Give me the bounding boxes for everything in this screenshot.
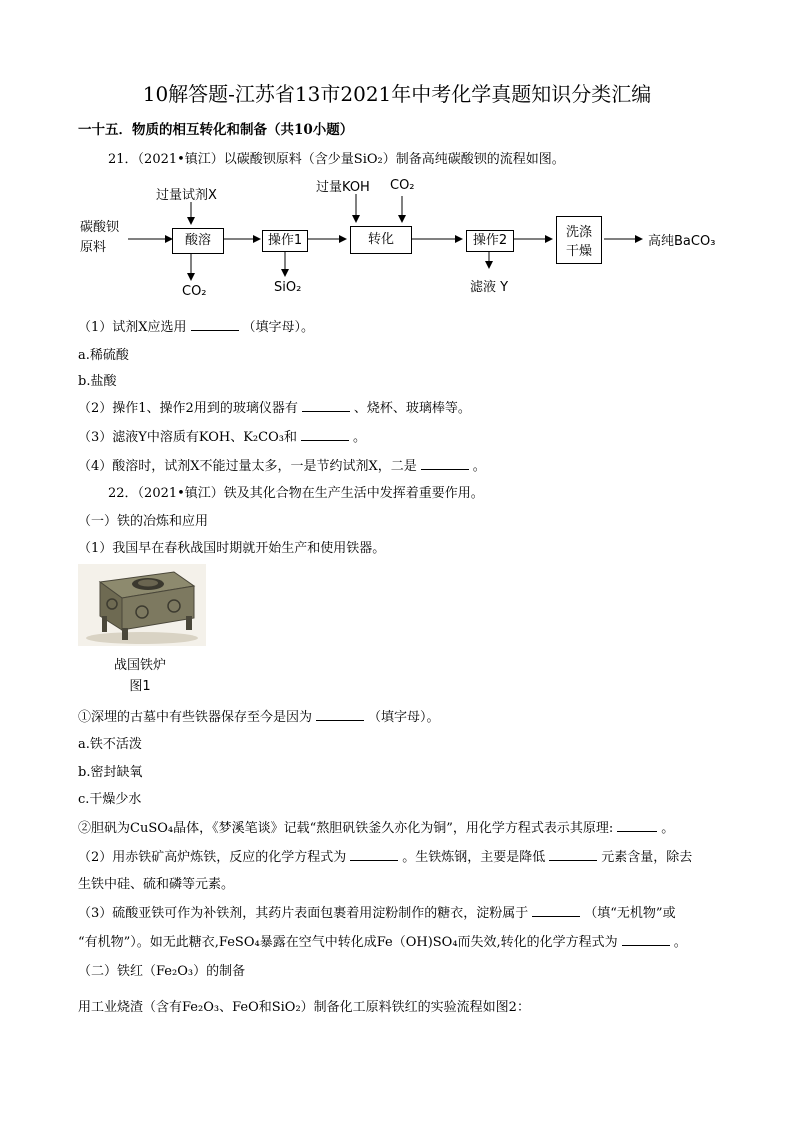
q21-part3: （3）滤液Y中溶质有KOH、K₂CO₃和 。 — [78, 430, 366, 445]
q22-option-a: a.铁不活泼 — [78, 737, 142, 752]
step-operation-1: 操作1 — [262, 230, 308, 252]
answer-blank — [301, 429, 349, 441]
iron-stove-image — [78, 564, 206, 646]
section-heading: 一十五．物质的相互转化和制备（共10小题） — [78, 122, 354, 138]
answer-blank — [316, 709, 364, 721]
filtrate-y-label: 滤液 Y — [470, 280, 509, 295]
q21-option-b: b.盐酸 — [78, 374, 117, 389]
q22-option-b: b.密封缺氧 — [78, 765, 143, 780]
q21-option-a: a.稀硫酸 — [78, 348, 129, 363]
answer-blank — [549, 849, 597, 861]
reagent-koh-label: 过量KOH — [316, 180, 370, 195]
figure-caption: 战国铁炉 — [113, 658, 166, 673]
q22-option-c: c.干燥少水 — [78, 792, 142, 807]
q22-c1: ①深埋的古墓中有些铁器保存至今是因为 （填字母）。 — [78, 710, 440, 725]
step-dry-label: 干燥 — [565, 244, 592, 259]
reagent-x-label: 过量试剂X — [156, 188, 217, 203]
q22-s1: （1）我国早在春秋战国时期就开始生产和使用铁器。 — [78, 541, 386, 556]
answer-blank — [302, 400, 350, 412]
q22-s3-cont: “有机物”）。如无此糖衣,FeSO₄暴露在空气中转化成Fe（OH)SO₄而失效,转化的化学方程式为 。 — [78, 935, 687, 950]
q22-c2: ②胆矾为CuSO₄晶体，《梦溪笔谈》记载“熬胆矾铁釜久亦化为铜”，用化学方程式表示其原理: 。 — [78, 821, 675, 836]
q22-part1-heading: （一）铁的冶炼和应用 — [78, 514, 209, 529]
q22-stem: 22．（2021•镇江）铁及其化合物在生产生活中发挥着重要作用。 — [108, 486, 484, 501]
step-conversion: 转化 — [350, 226, 412, 254]
q22-s2: （2）用赤铁矿高炉炼铁，反应的化学方程式为 。生铁炼钢，主要是降低 元素含量，除去 — [78, 850, 693, 865]
raw-material-label-2: 原料 — [80, 240, 107, 255]
answer-blank — [350, 849, 398, 861]
reagent-co2-label: CO₂ — [390, 178, 415, 193]
raw-material-label-1: 碳酸钡 — [80, 220, 120, 235]
step-acid-dissolve: 酸溶 — [172, 228, 224, 254]
answer-blank — [532, 905, 580, 917]
answer-blank — [191, 319, 239, 331]
q22-s3: （3）硫酸亚铁可作为补铁剂，其药片表面包裹着用淀粉制作的糖衣，淀粉属于 （填“无机物”或 — [78, 906, 676, 921]
q22-s2-cont: 生铁中硅、硫和磷等元素。 — [78, 877, 235, 892]
step-wash-dry — [556, 216, 602, 264]
flow-diagram-baco3 — [76, 176, 726, 306]
output-sio2-label: SiO₂ — [274, 280, 302, 295]
product-label: 高纯BaCO₃ — [648, 234, 716, 249]
page-title: 10解答题-江苏省13市2021年中考化学真题知识分类汇编 — [142, 82, 652, 106]
figure-label: 图1 — [129, 679, 151, 694]
answer-blank — [421, 458, 469, 470]
output-co2-label: CO₂ — [182, 284, 207, 299]
q21-stem: 21．（2021•镇江）以碳酸钡原料（含少量SiO₂）制备高纯碳酸钡的流程如图。 — [108, 152, 565, 167]
answer-blank — [617, 820, 657, 832]
step-operation-2: 操作2 — [466, 230, 514, 252]
q21-part2: （2）操作1、操作2用到的玻璃仪器有 、烧杯、玻璃棒等。 — [78, 401, 471, 416]
q21-part1: （1）试剂X应选用 （填字母）。 — [78, 320, 315, 335]
answer-blank — [622, 934, 670, 946]
q22-part2-heading: （二）铁红（Fe₂O₃）的制备 — [78, 964, 246, 979]
step-wash-label: 洗涤 — [565, 225, 592, 240]
q21-part4: （4）酸溶时，试剂X不能过量太多，一是节约试剂X，二是 。 — [78, 459, 486, 474]
q22-s4: 用工业烧渣（含有Fe₂O₃、FeO和SiO₂）制备化工原料铁红的实验流程如图2： — [78, 1000, 530, 1015]
